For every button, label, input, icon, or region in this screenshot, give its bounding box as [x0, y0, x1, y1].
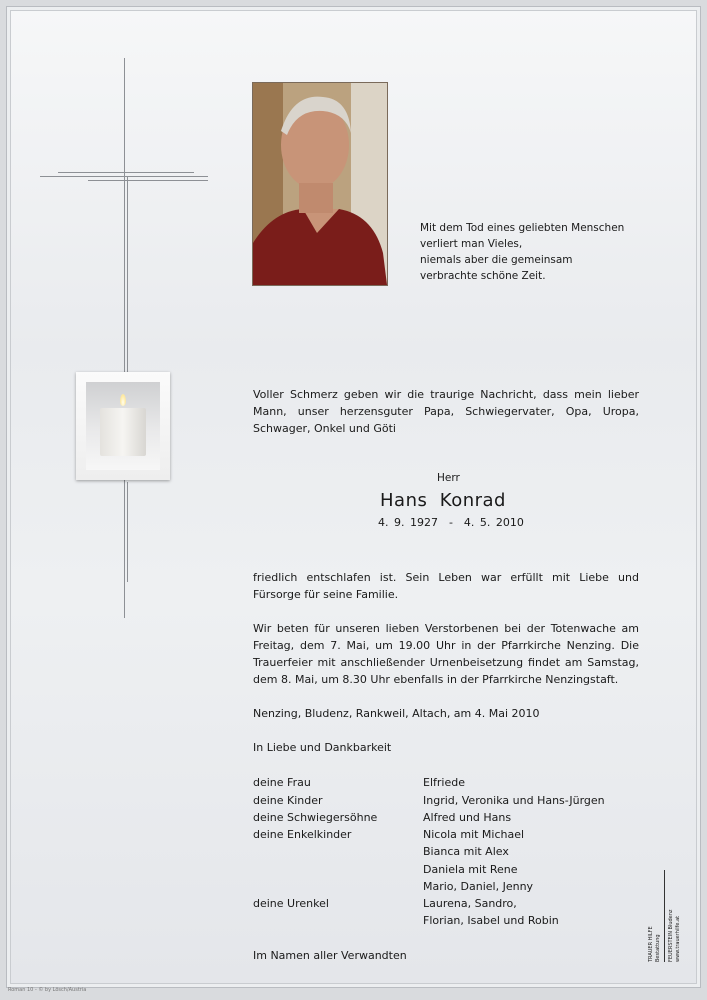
mourner-names: Elfriede [423, 776, 465, 789]
cross-vertical-line [124, 58, 125, 618]
logo-divider [664, 870, 665, 962]
mourner-names: Laurena, Sandro, [423, 897, 517, 910]
mourner-names: Daniela mit Rene [423, 863, 518, 876]
logo-text: www.trauerhilfe.at [675, 915, 681, 962]
service-text: Wir beten für unseren lieben Verstorbenen bei der Totenwache am Freitag, dem 7. Mai, um 19.00 Uhr in der Pfarrkirche Nenzing. Die Trauerfeier mit anschließender Urnenbeisetzung findet am Samstag, dem 8. Mai, um 8.30 Uhr ebenfalls in der Pfarrkirche Nenzingstaft. [253, 622, 639, 686]
logo-text: TRAUER HILFE [648, 926, 654, 962]
quote-line: Mit dem Tod eines geliebten Menschen [420, 222, 625, 234]
cross-vertical-line [127, 176, 128, 376]
place-date: Nenzing, Bludenz, Rankweil, Altach, am 4. Mai 2010 [253, 707, 540, 720]
passing-text: friedlich entschlafen ist. Sein Leben war erfüllt mit Liebe und Fürsorge für seine Familie. [253, 571, 639, 601]
cross-horizontal-line [88, 180, 208, 181]
mourner-names: Alfred und Hans [423, 811, 512, 824]
logo-text: Bestattung [655, 934, 661, 962]
cross-horizontal-line [40, 176, 208, 177]
portrait-photo [252, 82, 388, 286]
deceased-name: Hans Konrad [380, 490, 506, 511]
announcement-text: Voller Schmerz geben wir die traurige Nachricht, dass mein lieber Mann, unser herzensguter Papa, Schwiegervater, Opa, Uropa, Schwager, Onkel und Göti [253, 388, 639, 435]
quote-line: verbrachte schöne Zeit. [420, 270, 546, 282]
cross-horizontal-line [58, 172, 194, 173]
funeral-home-logo [648, 870, 684, 962]
mourner-names: Mario, Daniel, Jenny [423, 880, 534, 893]
candle-image [76, 372, 170, 480]
mourner-role: deine Frau [253, 776, 311, 789]
closing-line: In Liebe und Dankbarkeit [253, 741, 392, 754]
life-dates: 4. 9. 1927 - 4. 5. 2010 [378, 516, 524, 529]
quote-line: niemals aber die gemeinsam [420, 254, 573, 266]
mourner-names: Florian, Isabel und Robin [423, 914, 559, 927]
mourner-names: Nicola mit Michael [423, 828, 525, 841]
logo-text: FEUERSTEIN Bludenz [668, 909, 674, 962]
footer-credit: Roman 10 - © by Lösch/Austria [8, 987, 87, 993]
quote-line: verliert man Vieles, [420, 238, 523, 250]
mourner-role: deine Schwiegersöhne [253, 811, 378, 824]
mourner-role: deine Enkelkinder [253, 828, 352, 841]
honorific: Herr [437, 472, 460, 484]
memorial-quote [420, 220, 624, 284]
mourner-names: Bianca mit Alex [423, 845, 509, 858]
candle-icon [100, 408, 146, 456]
mourner-role: deine Urenkel [253, 897, 329, 910]
mourner-role: deine Kinder [253, 794, 323, 807]
signoff-line: Im Namen aller Verwandten [253, 949, 407, 962]
cross-vertical-line [127, 482, 128, 582]
candle-background [86, 382, 160, 470]
candle-flame-icon [120, 394, 126, 406]
mourner-names: Ingrid, Veronika und Hans-Jürgen [423, 794, 605, 807]
